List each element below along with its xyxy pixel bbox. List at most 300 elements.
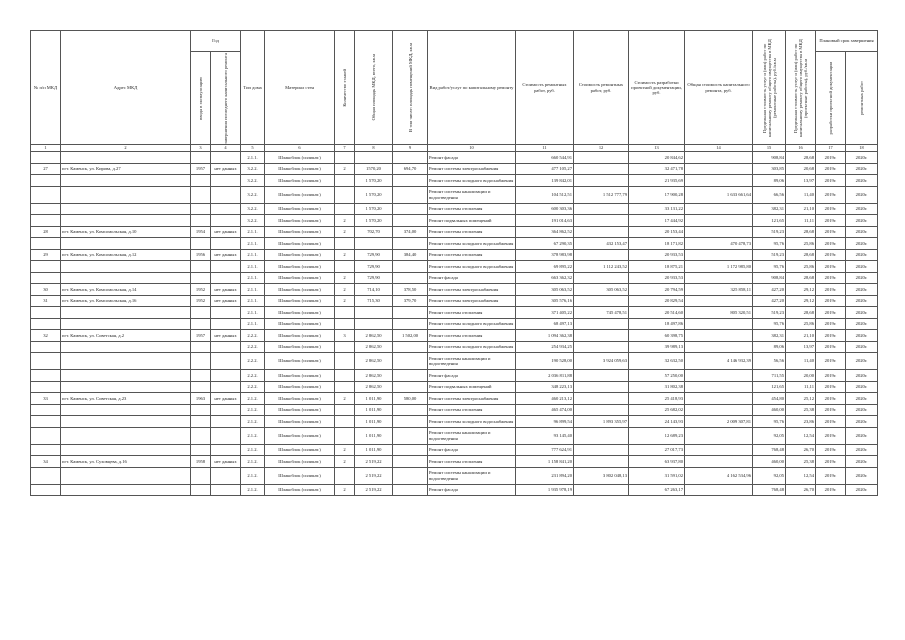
work-cost-cell: 190 528,00 [516, 353, 574, 370]
row-number-cell: 33 [31, 393, 61, 405]
house-type-cell: 2.2.2. [241, 341, 265, 353]
column-number: 6 [265, 145, 335, 152]
floors-cell [335, 261, 355, 273]
total-area-cell: 1 570,20 [355, 215, 393, 227]
column-number: 9 [393, 145, 428, 152]
repair-due-cell: 2020г. [846, 163, 878, 175]
work-cost-cell: 600 303,36 [516, 203, 574, 215]
floors-cell: 2 [335, 295, 355, 307]
floors-cell [335, 318, 355, 330]
header-address: Адрес МКД [61, 31, 191, 145]
floors-cell [335, 152, 355, 164]
total-repair-cost-cell [685, 370, 753, 382]
wall-material-cell: Шлакоблок (силикат.) [265, 215, 335, 227]
design-cost-cell: 20 514,60 [629, 307, 685, 319]
repair-due-cell: 2020г. [846, 261, 878, 273]
table-row [31, 444, 878, 456]
total-area-cell [355, 238, 393, 250]
repair-due-cell: 2020г. [846, 484, 878, 496]
address-cell [61, 186, 191, 203]
design-due-cell: 2019г. [816, 238, 846, 250]
design-due-cell: 2019г. [816, 249, 846, 261]
work-cost-total-cell [574, 226, 629, 238]
work-cost-total-cell: 1 512 777,79 [574, 186, 629, 203]
table-row [31, 238, 878, 250]
house-type-cell: 2.1.1. [241, 226, 265, 238]
total-area-cell: 1 570,20 [355, 175, 393, 187]
address-cell: пгт. Каменск, ул. Суховцева, д.16 [61, 456, 191, 468]
limit-design-cost-cell: 11,40 [786, 353, 816, 370]
work-cost-total-cell [574, 203, 629, 215]
commission-year-cell [191, 484, 211, 496]
house-type-cell: 3.2.2. [241, 203, 265, 215]
wall-material-cell: Шлакоблок (силикат.) [265, 484, 335, 496]
limit-repair-cost-cell: 95,76 [753, 238, 786, 250]
limit-design-cost-cell: 29,12 [786, 295, 816, 307]
design-due-cell: 2019г. [816, 444, 846, 456]
design-cost-cell: 21 935,69 [629, 175, 685, 187]
total-repair-cost-cell [685, 175, 753, 187]
work-type-cell: Ремонт системы холодного водоснабжения [428, 341, 516, 353]
work-cost-cell: 460 213,12 [516, 393, 574, 405]
work-cost-total-cell [574, 456, 629, 468]
address-cell [61, 307, 191, 319]
design-cost-cell: 20 794,59 [629, 284, 685, 296]
work-cost-total-cell [574, 330, 629, 342]
work-cost-total-cell: 745 478,51 [574, 307, 629, 319]
table-row [31, 215, 878, 227]
work-cost-total-cell [574, 175, 629, 187]
work-type-cell: Ремонт системы холодного водоснабжения [428, 416, 516, 428]
work-cost-cell: 305 063,52 [516, 284, 574, 296]
total-area-cell: 1 011,90 [355, 416, 393, 428]
premises-area-cell [393, 238, 428, 250]
column-number: 8 [355, 145, 393, 152]
total-area-cell: 2 519,22 [355, 484, 393, 496]
design-cost-cell: 32 632,50 [629, 353, 685, 370]
work-type-cell: Ремонт системы электроснабжения [428, 393, 516, 405]
work-cost-cell: 371 405,22 [516, 307, 574, 319]
last-repair-year-cell [211, 416, 241, 428]
header-wall-material: Материал стен [265, 31, 335, 145]
repair-due-cell: 2020г. [846, 456, 878, 468]
header-design-date: разработки проектной документации [816, 52, 846, 145]
last-repair-year-cell: нет данных [211, 163, 241, 175]
last-repair-year-cell [211, 186, 241, 203]
work-type-cell: Ремонт системы отопления [428, 330, 516, 342]
work-cost-cell: 378 983,98 [516, 249, 574, 261]
work-cost-total-cell [574, 404, 629, 416]
work-type-cell: Ремонт системы отопления [428, 404, 516, 416]
house-type-cell: 2.2.2. [241, 370, 265, 382]
header-work-cost-total: Стоимость ремонтных работ, руб. [574, 31, 629, 145]
design-cost-cell: 67 263,17 [629, 484, 685, 496]
total-repair-cost-cell: 1 633 661,64 [685, 186, 753, 203]
premises-area-cell: 378,50 [393, 284, 428, 296]
floors-cell: 2 [335, 215, 355, 227]
premises-area-cell [393, 456, 428, 468]
house-type-cell: 2.1.2. [241, 393, 265, 405]
premises-area-cell: 384,40 [393, 249, 428, 261]
floors-cell: 2 [335, 284, 355, 296]
wall-material-cell: Шлакоблок (силикат.) [265, 393, 335, 405]
header-total-area: Общая площадь МКД, всего, кв.м [355, 31, 393, 145]
last-repair-year-cell [211, 370, 241, 382]
address-cell [61, 416, 191, 428]
row-number-cell: 31 [31, 295, 61, 307]
design-cost-cell: 20 933,53 [629, 249, 685, 261]
premises-area-cell [393, 203, 428, 215]
work-cost-total-cell [574, 295, 629, 307]
floors-cell [335, 381, 355, 393]
commission-year-cell [191, 203, 211, 215]
house-type-cell: 2.1.1. [241, 261, 265, 273]
design-cost-cell: 17 444,92 [629, 215, 685, 227]
address-cell [61, 318, 191, 330]
limit-repair-cost-cell: 89,06 [753, 341, 786, 353]
wall-material-cell: Шлакоблок (силикат.) [265, 272, 335, 284]
limit-design-cost-cell: 28,68 [786, 226, 816, 238]
total-area-cell: 2 862,50 [355, 341, 393, 353]
table-row [31, 404, 878, 416]
repair-due-cell: 2020г. [846, 272, 878, 284]
total-area-cell: 729,90 [355, 249, 393, 261]
total-area-cell: 1 011,90 [355, 427, 393, 444]
work-cost-cell: 69 895,22 [516, 261, 574, 273]
row-number-cell [31, 215, 61, 227]
total-area-cell: 1 570,20 [355, 203, 393, 215]
work-cost-total-cell [574, 484, 629, 496]
table-row [31, 318, 878, 330]
house-type-cell: 2.2.2. [241, 330, 265, 342]
limit-repair-cost-cell: 427,20 [753, 295, 786, 307]
total-repair-cost-cell: 1 172 985,80 [685, 261, 753, 273]
address-cell [61, 272, 191, 284]
commission-year-cell: 1954 [191, 226, 211, 238]
work-type-cell: Ремонт системы электроснабжения [428, 163, 516, 175]
total-area-cell: 702,70 [355, 226, 393, 238]
repair-due-cell: 2020г. [846, 353, 878, 370]
last-repair-year-cell [211, 203, 241, 215]
last-repair-year-cell: нет данных [211, 284, 241, 296]
work-type-cell: Ремонт системы холодного водоснабжения [428, 318, 516, 330]
commission-year-cell [191, 175, 211, 187]
wall-material-cell: Шлакоблок (силикат.) [265, 238, 335, 250]
row-number-cell [31, 416, 61, 428]
design-due-cell: 2019г. [816, 330, 846, 342]
work-type-cell: Ремонт фасада [428, 444, 516, 456]
work-cost-cell: 191 014,63 [516, 215, 574, 227]
premises-area-cell [393, 152, 428, 164]
work-cost-cell: 663 362,32 [516, 272, 574, 284]
commission-year-cell: 1952 [191, 295, 211, 307]
address-cell [61, 152, 191, 164]
work-cost-cell: 777 624,91 [516, 444, 574, 456]
work-type-cell: Ремонт системы холодного водоснабжения [428, 238, 516, 250]
design-due-cell: 2019г. [816, 393, 846, 405]
row-number-cell [31, 353, 61, 370]
wall-material-cell: Шлакоблок (силикат.) [265, 261, 335, 273]
repair-plan-table [30, 30, 878, 496]
work-cost-cell: 364 862,52 [516, 226, 574, 238]
commission-year-cell [191, 186, 211, 203]
total-area-cell: 729,90 [355, 261, 393, 273]
last-repair-year-cell [211, 152, 241, 164]
design-cost-cell: 20 829,54 [629, 295, 685, 307]
table-row [31, 381, 878, 393]
total-repair-cost-cell: 4 162 534,96 [685, 467, 753, 484]
row-number-cell: 30 [31, 284, 61, 296]
floors-cell [335, 307, 355, 319]
last-repair-year-cell [211, 353, 241, 370]
limit-design-cost-cell: 11,11 [786, 381, 816, 393]
work-cost-cell: 139 842,01 [516, 175, 574, 187]
total-area-cell [355, 307, 393, 319]
limit-repair-cost-cell: 711,55 [753, 370, 786, 382]
column-number: 16 [786, 145, 816, 152]
work-cost-total-cell [574, 341, 629, 353]
limit-repair-cost-cell: 908,84 [753, 272, 786, 284]
last-repair-year-cell: нет данных [211, 295, 241, 307]
design-due-cell: 2019г. [816, 152, 846, 164]
limit-repair-cost-cell: 382,31 [753, 330, 786, 342]
wall-material-cell: Шлакоблок (силикат.) [265, 416, 335, 428]
total-repair-cost-cell [685, 404, 753, 416]
last-repair-year-cell [211, 484, 241, 496]
premises-area-cell: 580,00 [393, 393, 428, 405]
row-number-cell [31, 152, 61, 164]
work-type-cell: Ремонт системы холодного водоснабжения [428, 261, 516, 273]
row-number-cell [31, 261, 61, 273]
row-number-cell [31, 203, 61, 215]
table-body [31, 152, 878, 496]
repair-due-cell: 2020г. [846, 318, 878, 330]
house-type-cell: 2.1.2. [241, 484, 265, 496]
header-floors: Количество этажей [335, 31, 355, 145]
work-type-cell: Ремонт системы отопления [428, 226, 516, 238]
design-cost-cell: 63 937,80 [629, 456, 685, 468]
repair-due-cell: 2020г. [846, 175, 878, 187]
repair-due-cell: 2020г. [846, 341, 878, 353]
table-row [31, 203, 878, 215]
floors-cell [335, 238, 355, 250]
address-cell [61, 370, 191, 382]
limit-design-cost-cell: 12,54 [786, 427, 816, 444]
address-cell [61, 341, 191, 353]
floors-cell: 2 [335, 249, 355, 261]
commission-year-cell [191, 318, 211, 330]
limit-design-cost-cell: 28,68 [786, 307, 816, 319]
total-repair-cost-cell [685, 215, 753, 227]
repair-due-cell: 2020г. [846, 370, 878, 382]
limit-repair-cost-cell: 303,85 [753, 163, 786, 175]
repair-due-cell: 2020г. [846, 215, 878, 227]
house-type-cell: 2.1.1. [241, 249, 265, 261]
premises-area-cell: 379,70 [393, 295, 428, 307]
commission-year-cell: 1956 [191, 249, 211, 261]
total-repair-cost-cell [685, 272, 753, 284]
design-cost-cell: 12 689,23 [629, 427, 685, 444]
premises-area-cell [393, 341, 428, 353]
wall-material-cell: Шлакоблок (силикат.) [265, 341, 335, 353]
design-due-cell: 2019г. [816, 456, 846, 468]
floors-cell [335, 353, 355, 370]
header-limit-design: Предельная стоимость услуг и (или) работ по капитальному ремонту общего имущества в МКД (проектные работы), руб./кв.м [786, 31, 816, 145]
limit-repair-cost-cell: 66,56 [753, 186, 786, 203]
row-number-cell [31, 307, 61, 319]
floors-cell [335, 467, 355, 484]
address-cell [61, 175, 191, 187]
address-cell: пгт. Каменск, ул. Комсомольская, д.16 [61, 295, 191, 307]
limit-repair-cost-cell: 460,00 [753, 456, 786, 468]
limit-repair-cost-cell: 95,76 [753, 416, 786, 428]
commission-year-cell [191, 261, 211, 273]
column-number: 15 [753, 145, 786, 152]
work-type-cell: Ремонт фасада [428, 370, 516, 382]
wall-material-cell: Шлакоблок (силикат.) [265, 226, 335, 238]
header-limit-repair: Предельная стоимость услуг и (или) работ по капитальному ремонту общего имущества в МКД (ремонтные работы), руб./кв.м [753, 31, 786, 145]
table-row [31, 295, 878, 307]
total-repair-cost-cell [685, 444, 753, 456]
repair-due-cell: 2020г. [846, 203, 878, 215]
design-due-cell: 2019г. [816, 404, 846, 416]
limit-design-cost-cell: 13,97 [786, 341, 816, 353]
total-repair-cost-cell [685, 484, 753, 496]
work-cost-cell: 660 544,91 [516, 152, 574, 164]
limit-design-cost-cell: 25,38 [786, 404, 816, 416]
house-type-cell: 3.2.2. [241, 215, 265, 227]
table-row [31, 163, 878, 175]
header-work-cost: Стоимость ремонтных работ, руб. [516, 31, 574, 145]
total-repair-cost-cell [685, 330, 753, 342]
design-cost-cell: 25 418,93 [629, 393, 685, 405]
wall-material-cell: Шлакоблок (силикат.) [265, 249, 335, 261]
limit-repair-cost-cell: 454,80 [753, 393, 786, 405]
total-repair-cost-cell: 470 478,73 [685, 238, 753, 250]
row-number-cell [31, 444, 61, 456]
table-row [31, 330, 878, 342]
last-repair-year-cell [211, 444, 241, 456]
wall-material-cell: Шлакоблок (силикат.) [265, 186, 335, 203]
design-due-cell: 2019г. [816, 163, 846, 175]
commission-year-cell: 1958 [191, 456, 211, 468]
floors-cell: 2 [335, 444, 355, 456]
house-type-cell: 2.1.2. [241, 404, 265, 416]
table-row [31, 393, 878, 405]
address-cell [61, 353, 191, 370]
design-due-cell: 2019г. [816, 353, 846, 370]
commission-year-cell [191, 416, 211, 428]
total-repair-cost-cell: 2 009 307,81 [685, 416, 753, 428]
total-area-cell: 2 862,50 [355, 353, 393, 370]
address-cell [61, 484, 191, 496]
address-cell: пгт. Каменск, ул. Советская, д.2 [61, 330, 191, 342]
limit-repair-cost-cell: 95,76 [753, 318, 786, 330]
house-type-cell: 2.1.1. [241, 295, 265, 307]
table-row [31, 249, 878, 261]
column-number: 5 [241, 145, 265, 152]
commission-year-cell [191, 307, 211, 319]
total-area-cell: 2 862,50 [355, 330, 393, 342]
last-repair-year-cell: нет данных [211, 393, 241, 405]
work-cost-total-cell: 1 112 243,52 [574, 261, 629, 273]
wall-material-cell: Шлакоблок (силикат.) [265, 295, 335, 307]
header-design-cost: Стоимость разработки проектной документации, руб. [629, 31, 685, 145]
work-type-cell: Ремонт системы отопления [428, 203, 516, 215]
table-row [31, 261, 878, 273]
limit-design-cost-cell: 12,54 [786, 467, 816, 484]
wall-material-cell: Шлакоблок (силикат.) [265, 404, 335, 416]
design-due-cell: 2019г. [816, 261, 846, 273]
work-cost-cell: 96 899,54 [516, 416, 574, 428]
design-cost-cell: 18 171,82 [629, 238, 685, 250]
column-number: 13 [629, 145, 685, 152]
wall-material-cell: Шлакоблок (силикат.) [265, 203, 335, 215]
premises-area-cell [393, 353, 428, 370]
limit-repair-cost-cell: 519,23 [753, 307, 786, 319]
address-cell [61, 215, 191, 227]
row-number-cell: 29 [31, 249, 61, 261]
total-area-cell: 729,90 [355, 272, 393, 284]
house-type-cell: 2.1.1. [241, 284, 265, 296]
commission-year-cell: 1957 [191, 330, 211, 342]
last-repair-year-cell [211, 318, 241, 330]
last-repair-year-cell [211, 404, 241, 416]
work-type-cell: Ремонт фасада [428, 484, 516, 496]
repair-due-cell: 2020г. [846, 186, 878, 203]
repair-due-cell: 2020г. [846, 381, 878, 393]
work-type-cell: Ремонт подвальных помещений [428, 381, 516, 393]
repair-due-cell: 2020г. [846, 393, 878, 405]
total-repair-cost-cell [685, 318, 753, 330]
last-repair-year-cell: нет данных [211, 249, 241, 261]
limit-design-cost-cell: 25,86 [786, 261, 816, 273]
premises-area-cell [393, 444, 428, 456]
total-repair-cost-cell [685, 163, 753, 175]
address-cell: пгт. Каменск, ул. Кирова, д.27 [61, 163, 191, 175]
premises-area-cell [393, 186, 428, 203]
header-total-repair-cost: Общая стоимость капитального ремонта, руб. [685, 31, 753, 145]
house-type-cell: 2.1.2. [241, 416, 265, 428]
design-cost-cell: 60 398,75 [629, 330, 685, 342]
floors-cell [335, 427, 355, 444]
limit-design-cost-cell: 25,86 [786, 318, 816, 330]
floors-cell [335, 370, 355, 382]
limit-design-cost-cell: 26,70 [786, 444, 816, 456]
limit-design-cost-cell: 26,70 [786, 484, 816, 496]
wall-material-cell: Шлакоблок (силикат.) [265, 284, 335, 296]
column-number: 18 [846, 145, 878, 152]
design-cost-cell: 33 131,22 [629, 203, 685, 215]
column-number: 4 [211, 145, 241, 152]
wall-material-cell: Шлакоблок (силикат.) [265, 381, 335, 393]
row-number-cell [31, 238, 61, 250]
table-row [31, 353, 878, 370]
limit-repair-cost-cell: 519,23 [753, 226, 786, 238]
header-premises-area: В том числе: площадь помещений МКД, кв.м [393, 31, 428, 145]
work-cost-total-cell: 3 924 059,63 [574, 353, 629, 370]
limit-design-cost-cell: 11,11 [786, 215, 816, 227]
premises-area-cell [393, 370, 428, 382]
header-number: № п/п МКД [31, 31, 61, 145]
table-row [31, 226, 878, 238]
address-cell [61, 444, 191, 456]
column-number: 14 [685, 145, 753, 152]
work-cost-cell: 348 223,13 [516, 381, 574, 393]
work-type-cell: Ремонт системы отопления [428, 249, 516, 261]
design-cost-cell: 31 802,38 [629, 381, 685, 393]
house-type-cell: 2.1.2. [241, 467, 265, 484]
